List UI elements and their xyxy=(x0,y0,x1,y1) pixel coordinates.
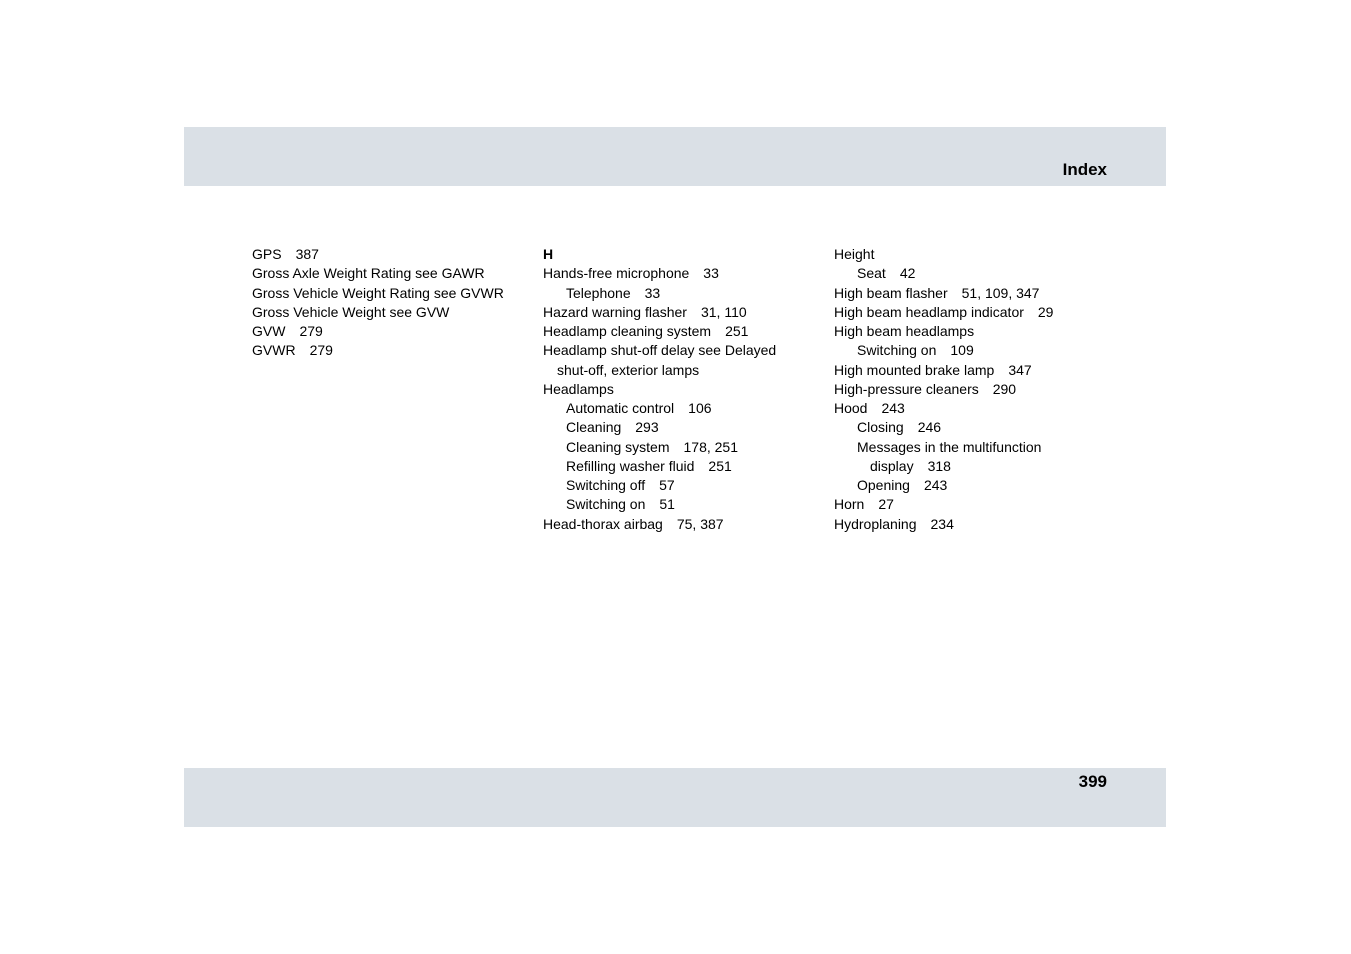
index-subentry-continuation: display 318 xyxy=(870,457,951,474)
page-ref[interactable]: 293 xyxy=(635,419,659,436)
index-entry: High mounted brake lamp 347 xyxy=(834,361,1032,378)
page-ref[interactable]: 51 xyxy=(659,496,675,513)
index-entry: GVW 279 xyxy=(252,323,323,339)
index-entry: High beam headlamp indicator 29 xyxy=(834,303,1054,320)
page-ref[interactable]: 318 xyxy=(927,457,951,474)
page-number: 399 xyxy=(1078,772,1107,791)
page-ref[interactable]: 57 xyxy=(659,477,675,493)
page-ref[interactable]: 75, 387 xyxy=(676,515,724,532)
index-entry: Gross Vehicle Weight see GVW xyxy=(252,303,450,320)
footer-band xyxy=(184,768,1166,827)
index-entry: High beam flasher 51, 109, 347 xyxy=(834,284,1040,301)
index-entry-continuation: shut-off, exterior lamps xyxy=(557,361,700,378)
index-column-2 xyxy=(543,245,823,534)
page-ref[interactable]: 42 xyxy=(899,265,916,282)
page-ref[interactable]: 387 xyxy=(295,246,319,262)
page-ref[interactable]: 33 xyxy=(644,284,661,301)
page-ref[interactable]: 29 xyxy=(1037,303,1054,320)
page-ref[interactable]: 27 xyxy=(878,496,894,513)
page-ref[interactable]: 251 xyxy=(725,323,749,339)
index-subentry: Messages in the multifunction xyxy=(857,438,1042,455)
index-entry: Head-thorax airbag 75, 387 xyxy=(543,515,724,532)
index-subentry: Closing 246 xyxy=(857,419,942,436)
index-column-1 xyxy=(252,245,532,361)
index-column-3 xyxy=(834,245,1124,534)
index-entry: Gross Vehicle Weight Rating see GVWR xyxy=(252,284,504,301)
page-ref[interactable]: 347 xyxy=(1008,361,1032,378)
page-ref[interactable]: 106 xyxy=(688,400,712,416)
index-entry: GPS 387 xyxy=(252,246,319,262)
index-entry: Hood 243 xyxy=(834,400,905,416)
page-ref[interactable]: 33 xyxy=(703,265,719,282)
index-subentry: Switching on 109 xyxy=(857,342,974,359)
index-subentry: Refilling washer fluid 251 xyxy=(566,457,732,474)
index-entry: Height xyxy=(834,246,875,262)
page-ref[interactable]: 279 xyxy=(299,323,323,339)
index-entry: Headlamps xyxy=(543,380,614,397)
index-entry: Gross Axle Weight Rating see GAWR xyxy=(252,265,485,282)
index-entry: Headlamp shut-off delay see Delayed xyxy=(543,342,777,359)
index-subentry: Switching on 51 xyxy=(566,496,675,513)
index-subentry: Cleaning 293 xyxy=(566,419,659,436)
page-ref[interactable]: 109 xyxy=(950,342,974,359)
page-ref[interactable]: 243 xyxy=(881,400,905,416)
index-entry: Hands-free microphone 33 xyxy=(543,265,719,282)
page-ref[interactable]: 251 xyxy=(708,457,732,474)
page-ref[interactable]: 178, 251 xyxy=(683,438,738,455)
index-subentry: Telephone 33 xyxy=(566,284,661,301)
index-subentry: Opening 243 xyxy=(857,477,948,493)
index-entry: Hydroplaning 234 xyxy=(834,515,954,532)
index-subentry: Switching off 57 xyxy=(566,477,675,493)
page-ref[interactable]: 243 xyxy=(923,477,948,493)
header-band xyxy=(184,127,1166,186)
index-subentry: Automatic control 106 xyxy=(566,400,712,416)
index-entry: Horn 27 xyxy=(834,496,894,513)
index-entry: Hazard warning flasher 31, 110 xyxy=(543,303,747,320)
page-ref[interactable]: 279 xyxy=(309,342,333,359)
page-ref[interactable]: 246 xyxy=(917,419,942,436)
page-ref[interactable]: 31, 110 xyxy=(700,303,747,320)
index-entry: Headlamp cleaning system 251 xyxy=(543,323,749,339)
index-entry: High beam headlamps xyxy=(834,323,975,339)
index-subentry: Cleaning system 178, 251 xyxy=(566,438,738,455)
section-letter: H xyxy=(543,246,554,262)
index-entry: GVWR 279 xyxy=(252,342,333,359)
page-ref[interactable]: 51, 109, 347 xyxy=(961,284,1040,301)
index-subentry: Seat 42 xyxy=(857,265,916,282)
page-ref[interactable]: 234 xyxy=(930,515,954,532)
index-entry: High-pressure cleaners 290 xyxy=(834,380,1017,397)
page-title: Index xyxy=(1062,160,1107,179)
page-ref[interactable]: 290 xyxy=(992,380,1017,397)
